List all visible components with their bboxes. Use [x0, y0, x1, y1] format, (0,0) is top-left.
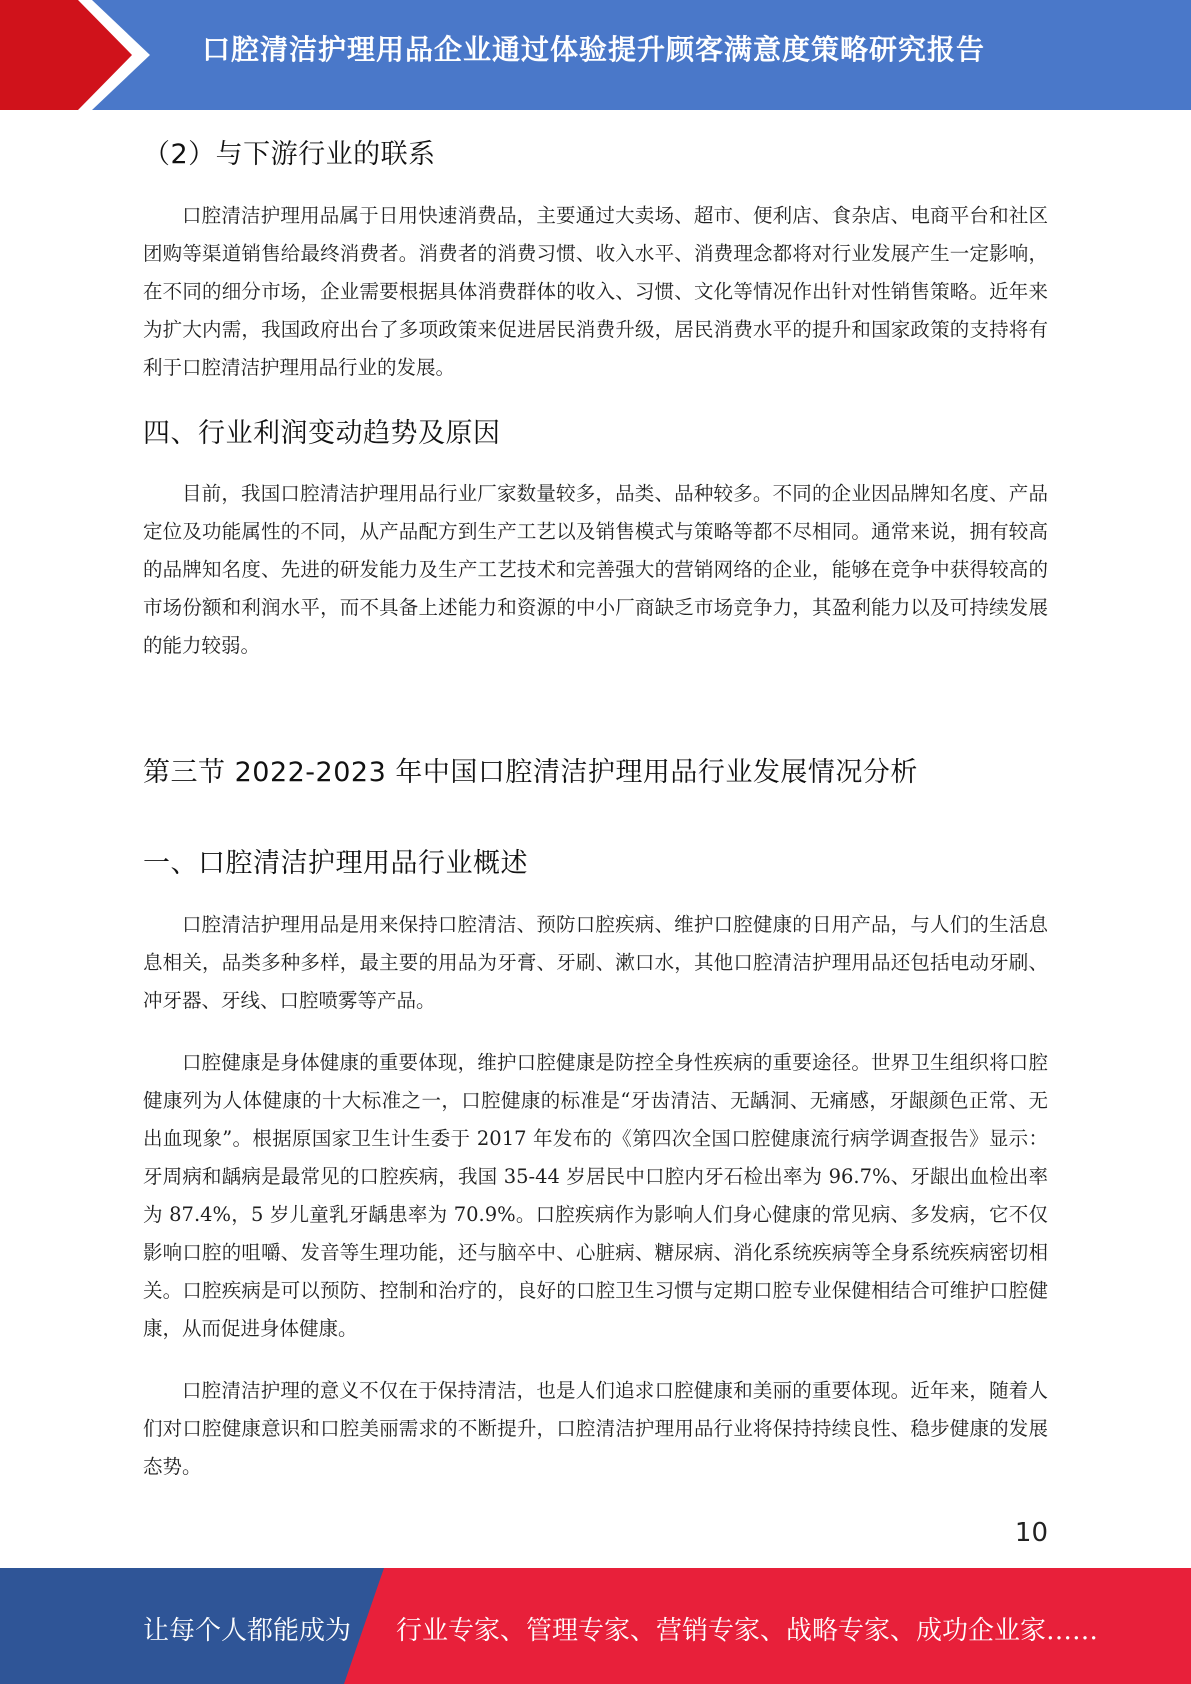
header-band	[0, 0, 1191, 110]
page-number: 10	[1014, 1518, 1048, 1548]
paragraph-overview-1: 口腔清洁护理用品是用来保持口腔清洁、预防口腔疾病、维护口腔健康的日用产品，与人们的生活息息相关，品类多种多样，最主要的用品为牙膏、牙刷、漱口水，其他口腔清洁护理用品还包括电动牙刷、冲牙器、牙线、口腔喷雾等产品。	[143, 913, 1048, 1012]
paragraph-profit: 目前，我国口腔清洁护理用品行业厂家数量较多，品类、品种较多。不同的企业因品牌知名度、产品定位及功能属性的不同，从产品配方到生产工艺以及销售模式与策略等都不尽相同。通常来说，拥有较高的品牌知名度、先进的研发能力及生产工艺技术和完善强大的营销网络的企业，能够在竞争中获得较高的市场份额和利润水平，而不具备上述能力和资源的中小厂商缺乏市场竞争力，其盈利能力以及可持续发展的能力较弱。	[143, 482, 1048, 657]
footer-slogan-right: 行业专家、管理专家、营销专家、战略专家、成功企业家……	[396, 1616, 1099, 1646]
paragraph-overview-2: 口腔健康是身体健康的重要体现，维护口腔健康是防控全身性疾病的重要途径。世界卫生组织将口腔健康列为人体健康的十大标准之一，口腔健康的标准是“牙齿清洁、无龋洞、无痛感，牙龈颜色正常、无出血现象”。根据原国家卫生计生委于 2017 年发布的《第四次全国口腔健康流行病学调查报告》显示：牙周病和龋病是最常见的口腔疾病，我国 35-44 岁居民中口腔内牙石检出率为 96.7%、牙龈出血检出率为 87.4%，5 岁儿童乳牙龋患率为 70.9%。口腔疾病作为影响人们身心健康的常见病、多发病，它不仅影响口腔的咀嚼、发音等生理功能，还与脑卒中、心脏病、糖尿病、消化系统疾病等全身系统疾病密切相关。口腔疾病是可以预防、控制和治疗的，良好的口腔卫生习惯与定期口腔专业保健相结合可维护口腔健康，从而促进身体健康。	[143, 1051, 1048, 1340]
section-heading-profit: 四、行业利润变动趋势及原因	[143, 418, 501, 449]
paragraph-downstream: 口腔清洁护理用品属于日用快速消费品，主要通过大卖场、超市、便利店、食杂店、电商平台和社区团购等渠道销售给最终消费者。消费者的消费习惯、收入水平、消费理念都将对行业发展产生一定影响，在不同的细分市场，企业需要根据具体消费群体的收入、习惯、文化等情况作出针对性销售策略。近年来为扩大内需，我国政府出台了多项政策来促进居民消费升级，居民消费水平的提升和国家政策的支持将有利于口腔清洁护理用品行业的发展。	[143, 204, 1048, 379]
chapter-heading: 第三节 2022-2023 年中国口腔清洁护理用品行业发展情况分析	[143, 757, 918, 788]
paragraph-overview-3: 口腔清洁护理的意义不仅在于保持清洁，也是人们追求口腔健康和美丽的重要体现。近年来，随着人们对口腔健康意识和口腔美丽需求的不断提升，口腔清洁护理用品行业将保持持续良性、稳步健康的发展态势。	[143, 1379, 1048, 1478]
footer-band	[0, 1568, 1191, 1684]
report-title: 口腔清洁护理用品企业通过体验提升顾客满意度策略研究报告	[202, 33, 986, 66]
header-arrow-decoration	[0, 0, 160, 110]
section-heading-downstream: （2）与下游行业的联系	[143, 139, 436, 170]
footer-slogan-left: 让每个人都能成为	[143, 1616, 352, 1646]
section-heading-overview: 一、口腔清洁护理用品行业概述	[143, 848, 528, 879]
